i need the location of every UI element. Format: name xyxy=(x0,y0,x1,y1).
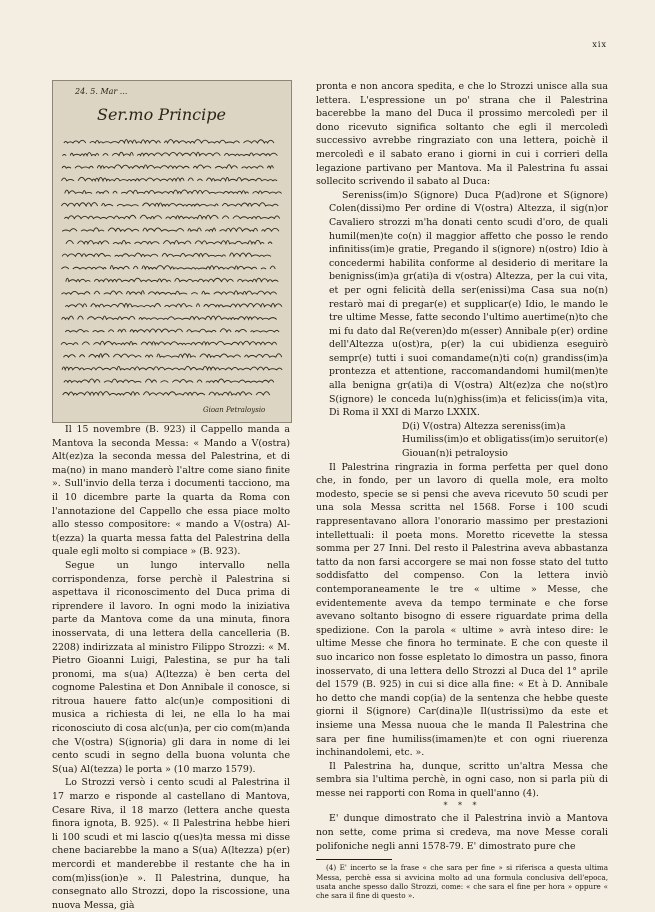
handwriting-line xyxy=(65,190,282,193)
handwriting-line xyxy=(66,240,276,243)
page-number: xix xyxy=(592,40,607,49)
handwriting-line xyxy=(62,291,277,295)
section-separator: * * * xyxy=(443,801,481,811)
handwriting-line xyxy=(63,392,270,395)
handwriting-line xyxy=(62,152,281,155)
left-column xyxy=(52,80,290,912)
handwriting-line xyxy=(62,253,271,256)
letter-signature-line: Giouan(n)i petraloysio xyxy=(402,448,508,460)
right-column xyxy=(316,80,608,901)
letter-salutation: Ser.mo Principe xyxy=(97,105,226,124)
letter-closing-line: D(i) V(ostra) Altezza sereniss(im)a xyxy=(402,420,566,432)
letter-signature: Gioan Petraloysio xyxy=(203,406,266,414)
handwriting-line xyxy=(61,266,275,269)
handwriting-line xyxy=(64,354,282,358)
letter-header-left: 24. 5. Mar ... xyxy=(75,87,128,96)
handwriting-line xyxy=(66,278,278,281)
paragraph: Il Palestrina ha, dunque, scritto un'altra Messa che sembra sia l'ultima perchè, in ogni caso, non si parla più di messe nei rapporti con Roma in quell'anno (4). xyxy=(316,760,608,799)
footnote: (4) E' incerto se la frase « che sara per fine » si riferisca a questa ultima Messa, perchè essa si avvicina molto ad una formula conclusiva dell'epoca, usata anche spesso dallo Strozzi, come: « che sara el fine per hora » oppure « che sara il fine di questo ». xyxy=(316,863,608,901)
paragraph: pronta e non ancora spedita, e che lo Strozzi unisce alla sua lettera. L'espressione un po' strana che il Palestrina bacerebbe la mano del Duca il prossimo mercoledì per il dono ricevuto significa soltanto che egli il mercoledì successivo avrebbe ringraziato con una lettera, poichè il mercoledì e il sabato erano i giorni in cui i corrieri della legazione partivano per Mantova. Ma il Palestrina fu assai sollecito scrivendo il sabato al Duca: xyxy=(316,81,608,188)
paragraph: Il 15 novembre (B. 923) il Cappello manda a Mantova la seconda Messa: « Mando a V(ostra) Alt(ez)za la seconda messa del Palestrina, et di ma(no) in mano manderò l'altre come siano finite ». Sull'invio della terza i documenti tacciono, ma il 10 dicembre parte la quarta da Roma con l'annotazione del Cappello che essa piace molto allo stesso compositore: « mando a V(ostra) Al-t(ezza) la quarta messa fatta del Palestrina della quale egli molto si compiace » (B. 923). xyxy=(52,424,290,558)
handwriting-line xyxy=(64,140,274,143)
paragraph: Il Palestrina ringrazia in forma perfetta per quel dono che, in fondo, per un lavoro di quella mole, era molto modesto, specie se si pensi che aveva ricevuto 50 scudi per una sola Messa scritta nel 1568. Forse i 100 scudi rappresentavano allora l'onorario massimo per prestazioni intellettuali: il poeta mons. Moretto ricevette la stessa somma per 27 Inni. Del resto il Palestrina aveva abbastanza tatto da non farsi accorgere se mai non fosse stato del tutto soddisfatto del compenso. Con la lettera inviò contemporaneamente le tre « ultime » Messe, che evidentemente aveva da tempo terminate e che forse avevano soltanto bisogno di essere riguardate prima della spedizione. Con la parola « ultime » avrà inteso dire: le ultime Messe che finora ho terminate. E che con queste il suo incarico non fosse espletato lo dimostra un passo, finora inosservato, di una lettera dello Strozzi al Duca del 1° aprile del 1579 (B. 925) in cui si dice alla fine: « Et à D. Annibale ho detto che mandi cop(ia) de la sentenza che hebbe queste giorni il S(ignore) Car(dina)le Il(ustrissi)mo da este et insieme una Messa nuoua che le manda Il Palestrina che sara per fine humiliss(imamen)te et con ogni riuerenza inchinandolemi, etc. ». xyxy=(316,461,608,759)
paragraph: Lo Strozzi versò i cento scudi al Palestrina il 17 marzo e risponde al castellano di Mantova, Cesare Riva, il 18 marzo (lettera anche questa finora ignota, B. 925). « Il Palestrina hebbe hieri li 100 scudi et mi lascio q(ues)ta messa mi disse chene baciarebbe la mano a S(ua) A(ltezza) p(er) mercordi et manderebbe il restante che ha in com(m)iss(ion)e ». Il Palestrina, dunque, ha consegnato allo Strozzi, dopo la riscossione, una nuova Messa, già xyxy=(52,777,290,911)
footnote-rule xyxy=(316,859,392,860)
handwriting-strokes xyxy=(53,81,291,422)
handwriting-line xyxy=(61,203,278,206)
handwriting-line xyxy=(62,177,278,181)
letter-closing-line: Humiliss(im)o et obligatiss(im)o seruitor(e) xyxy=(402,434,608,446)
handwriting-line xyxy=(61,341,277,344)
handwriting-line xyxy=(62,228,279,232)
handwriting-line xyxy=(62,366,282,370)
handwriting-line xyxy=(65,303,282,306)
handwriting-line xyxy=(64,215,279,218)
quoted-letter: Sereniss(im)o S(ignore) Duca P(ad)rone et S(ignore) Colen(dissi)mo Per ordine di V(ostra) Altezza, il sig(n)or Cavaliero strozzi m'ha donati cento scudi d'oro, de quali humil(men)te co(n) il maggior affetto che posso le rendo infinitiss(im)e gratie, Pregando il s(ignore) n(ostro) Idio à concedermi habilita conforme al desiderio di meritare la benigniss(im)a gr(ati)a di v(ostra) Altezza, per la cui vita, et per ogni felicità della ser(enissi)ma Casa sua no(n) restarò mai di pregar(e) et supplicar(e) Idio, le mando le tre ultime Messe, fatte secondo l'ultimo auertime(n)to che mi fu dato dal Re(veren)do m(esser) Annibale p(er) ordine dell'Altezza u(ost)ra, p(er) la cui ubidienza eseguirò sempr(e) tutti i suoi comandame(n)ti co(n) grandiss(im)a prontezza et attentione, raccomandandomi humil(men)te alla benigna gr(ati)a di V(ostra) Alt(ez)za che no(st)ro S(ignore) le conceda lu(n)ghiss(im)a et feliciss(im)a vita, Di Roma il XXI di Marzo LXXIX. xyxy=(329,189,608,419)
handwriting-line xyxy=(62,165,277,168)
handwriting-line xyxy=(62,316,277,319)
handwriting-line xyxy=(64,379,274,382)
handwriting-line xyxy=(65,329,279,332)
paragraph: E' dunque dimostrato che il Palestrina inviò a Mantova non sette, come prima si credeva, ma nove Messe corali polifoniche negli anni 1578-79. E' dimostrato pure che xyxy=(316,813,608,852)
letter-facsimile-image xyxy=(52,80,292,423)
paragraph: Segue un lungo intervallo nella corrispondenza, forse perchè il Palestrina si aspettava il riconoscimento del Duca prima di riprendere il lavoro. In ogni modo la iniziativa parte da Mantova come da una minuta, finora inosservata, di una lettera della cancelleria (B. 2208) indirizzata al ministro Filippo Strozzi: « M. Pietro Gioanni Luigi, Palestina, se pur ha tali pronomi, ma s(ua) A(ltezza) è ben certa del cognome Palestina et Don Annibale il conosce, si ritroua hauere fatto alc(un)e compositioni di musica a richiesta di lei, ne ella lo ha mai riconosciuto di cosa alc(un)a, per cio com(m)anda che V(ostra) S(ignoria) gli dara in nome di lei cento scudi in segno della buona volunta che S(ua) Al(tezza) le porta » (10 marzo 1579). xyxy=(52,559,290,775)
